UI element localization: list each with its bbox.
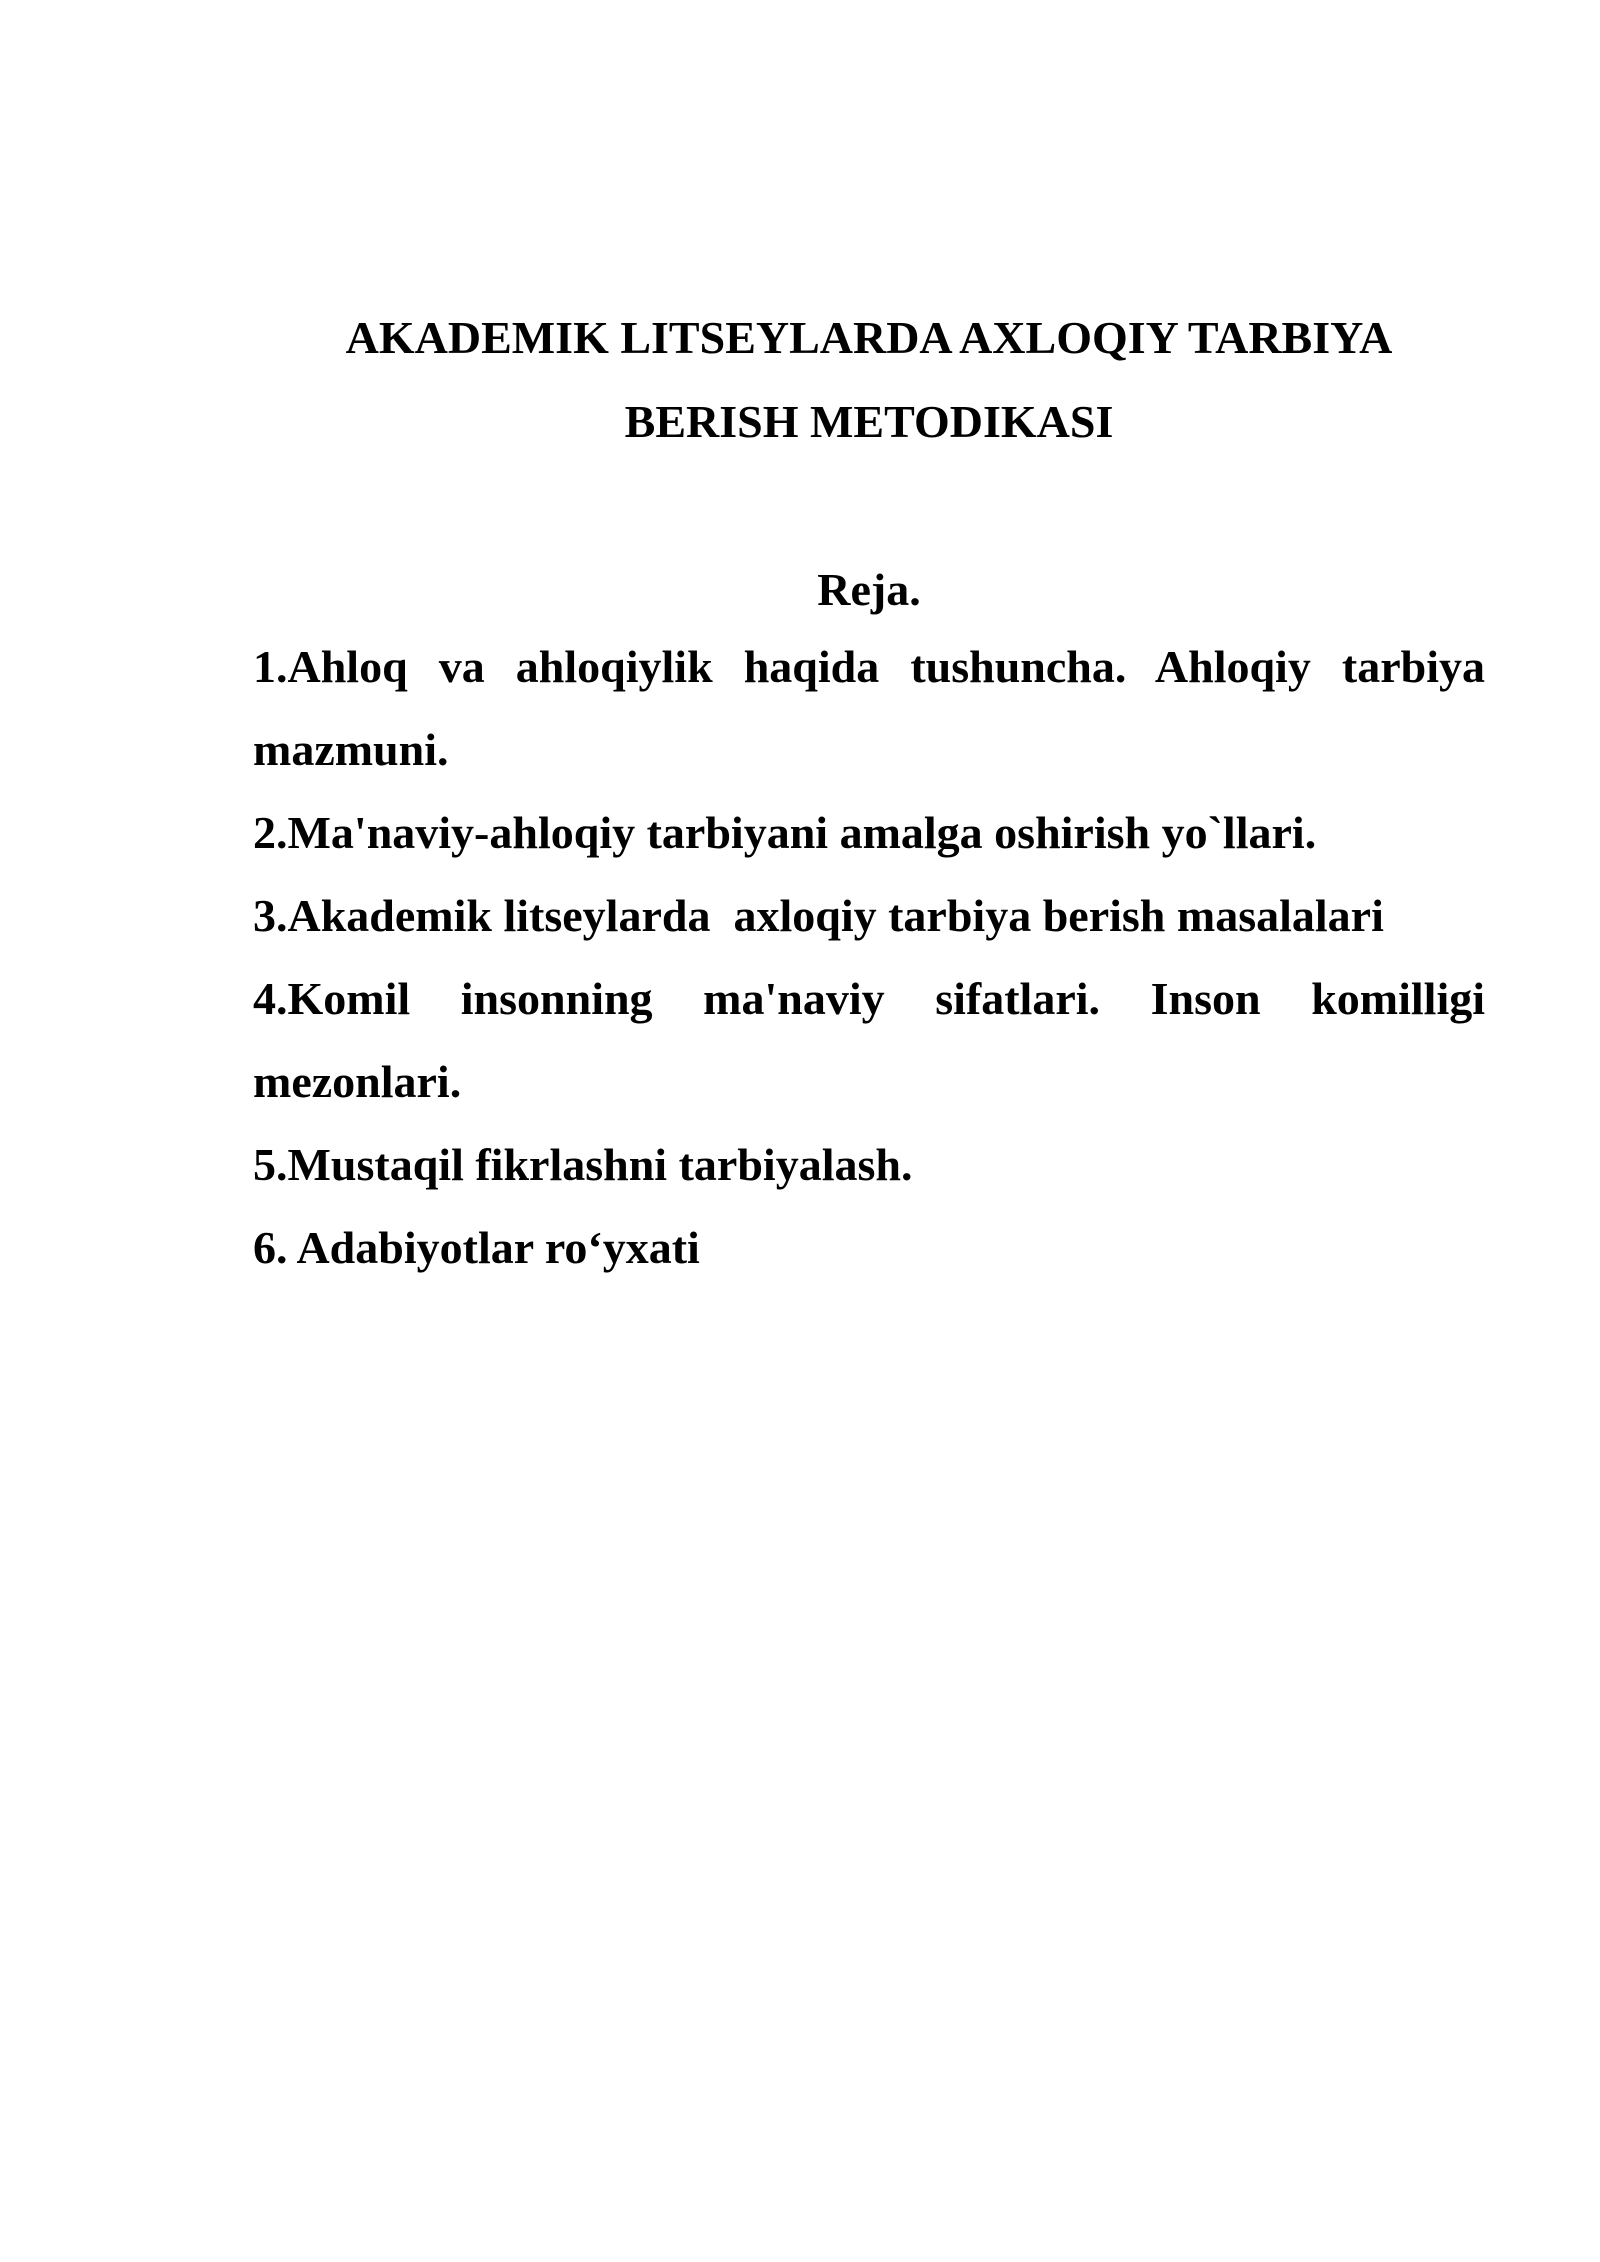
plan-item-2: 2.Ma'naviy-ahloqiy tarbiyani amalga oshirish yo`llari. bbox=[253, 807, 1317, 858]
plan-list bbox=[253, 625, 1485, 1289]
plan-item-3: 3.Akademik litseylarda axloqiy tarbiya berish masalalari bbox=[253, 890, 1384, 941]
plan-item-6: 6. Adabiyotlar ro‘yxati bbox=[253, 1222, 700, 1273]
plan-heading: Reja. bbox=[817, 564, 921, 615]
title-line-1: AKADEMIK LITSEYLARDA AXLOQIY TARBIYA bbox=[345, 312, 1393, 363]
document-title bbox=[253, 296, 1485, 464]
plan-item-5: 5.Mustaqil fikrlashni tarbiyalash. bbox=[253, 1139, 913, 1190]
plan-item-1: 1.Ahloq va ahloqiylik haqida tushuncha. Ahloqiy tarbiya mazmuni. bbox=[253, 641, 1485, 775]
title-line-2: BERISH METODIKASI bbox=[624, 396, 1114, 447]
plan-item-4: 4.Komil insonning ma'naviy sifatlari. Inson komilligi mezonlari. bbox=[253, 973, 1485, 1107]
